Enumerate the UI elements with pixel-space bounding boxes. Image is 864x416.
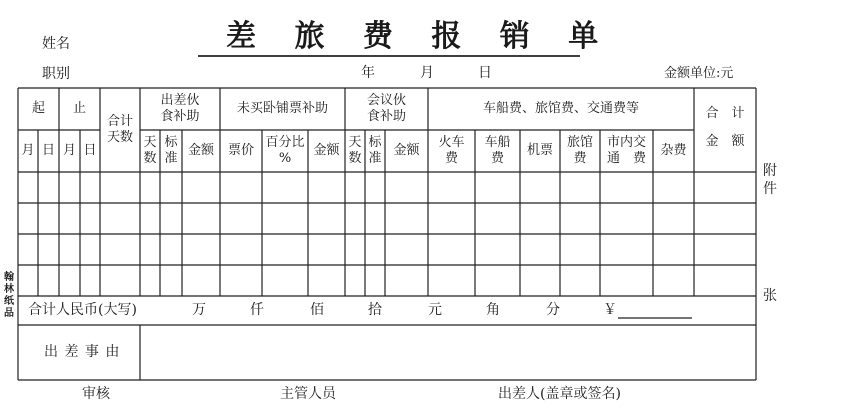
shi-label: 拾 <box>368 302 382 318</box>
sheets-label: 张 <box>763 288 777 304</box>
meeting-days-header: 天 数 <box>348 135 362 166</box>
unit-label: 金额单位:元 <box>664 66 734 81</box>
total-amount-header-line2: 金 额 <box>705 134 745 150</box>
travel-reason-field[interactable] <box>141 326 755 379</box>
meeting-meal-allowance-header: 会议伙 食补助 <box>366 93 406 124</box>
ticket-price-header: 票价 <box>227 143 254 159</box>
transport-group-header: 车船费、旅馆费、交通费等 <box>482 101 639 117</box>
misc-fee-header: 杂费 <box>660 143 687 159</box>
supervisor-label: 主管人员 <box>280 386 336 402</box>
bai-label: 佰 <box>310 302 324 318</box>
no-sleeper-allowance-header: 未买卧铺票补助 <box>236 101 328 117</box>
sleeper-amount-header: 金额 <box>313 143 340 159</box>
traveler-signature-label: 出差人(盖章或签名) <box>498 386 621 402</box>
attachment-label: 附件 <box>763 163 777 197</box>
total-rmb-label: 合计人民币(大写) <box>28 302 137 318</box>
fen-label: 分 <box>546 302 560 318</box>
airfare-header: 机票 <box>526 143 553 159</box>
meeting-standard-header: 标 准 <box>368 135 382 166</box>
yuan-label: 元 <box>428 302 442 318</box>
end-header: 止 <box>72 101 86 117</box>
total-days-header: 合计 天数 <box>106 114 133 145</box>
train-fare-header: 火车 费 <box>438 135 465 166</box>
city-transport-header: 市内交 通 费 <box>606 135 646 166</box>
start-day-header: 日 <box>41 143 55 159</box>
position-label: 职别 <box>42 66 70 82</box>
start-month-header: 月 <box>21 143 35 159</box>
end-month-header: 月 <box>62 143 76 159</box>
travel-standard-header: 标 准 <box>164 135 178 166</box>
publisher-mark: 翰林纸品 <box>4 272 14 319</box>
ship-fare-header: 车船 费 <box>484 135 511 166</box>
hotel-fee-header: 旅馆 费 <box>566 135 593 166</box>
form-title: 差 旅 费 报 销 单 <box>226 19 613 54</box>
yen-sign: ￥ <box>603 302 617 318</box>
wan-label: 万 <box>192 302 206 318</box>
meeting-amount-header: 金额 <box>393 143 420 159</box>
travel-reason-label: 出 差 事 由 <box>44 344 121 360</box>
jiao-label: 角 <box>486 302 500 318</box>
qian-label: 仟 <box>250 302 264 318</box>
year-label: 年 <box>361 65 375 81</box>
end-day-header: 日 <box>83 143 97 159</box>
travel-meal-allowance-header: 出差伙 食补助 <box>160 93 200 124</box>
day-label: 日 <box>478 65 492 81</box>
name-label: 姓名 <box>42 36 70 52</box>
month-label: 月 <box>420 65 434 81</box>
start-header: 起 <box>31 101 45 117</box>
total-amount-header-line1: 合 计 <box>705 106 745 122</box>
percentage-header: 百分比 % <box>265 135 305 166</box>
travel-amount-header: 金额 <box>187 143 214 159</box>
travel-days-header: 天 数 <box>143 135 157 166</box>
reviewer-label: 审核 <box>82 386 110 402</box>
